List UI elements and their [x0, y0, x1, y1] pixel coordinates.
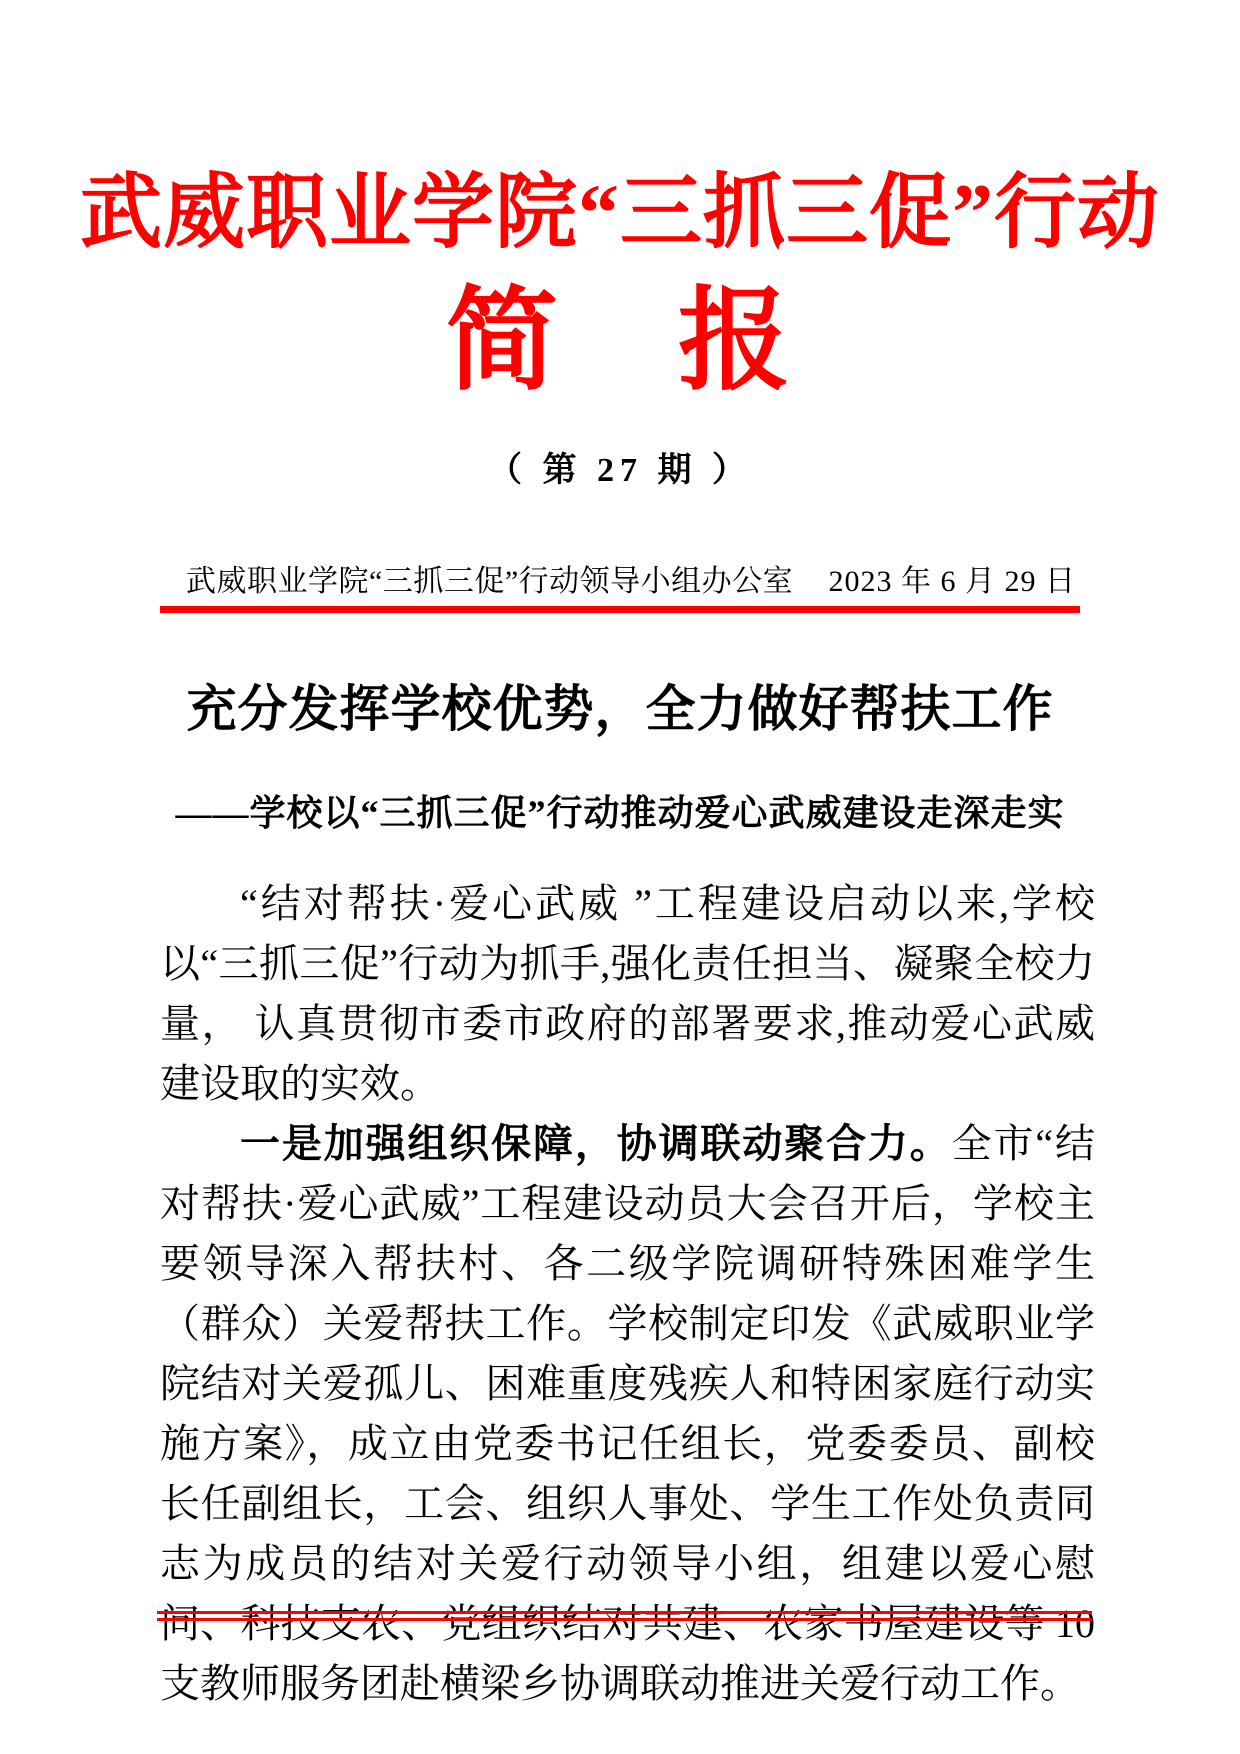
paragraph-2-lead: 一是加强组织保障，协调联动聚合力。: [240, 1120, 952, 1166]
paragraph-2: [160, 1114, 1095, 1714]
paragraph-1: [160, 874, 1095, 1114]
footer-double-rule: [157, 1611, 1092, 1621]
publish-date: 2023 年 6 月 29 日: [828, 565, 1076, 599]
paragraph-1-text: “结对帮扶·爱心武威 ”工程建设启动以来,学校以“三抓三促”行动为抓手,强化责任担当、凝聚全校力量， 认真贯彻市委市政府的部署要求,推动爱心武威建设取的实效。: [160, 880, 1095, 1106]
publisher-name: 武威职业学院“三抓三促”行动领导小组办公室: [186, 565, 794, 599]
bulletin-title-line1: 武威职业学院“三抓三促”行动: [79, 167, 1160, 258]
article-title: 充分发挥学校优势，全力做好帮扶工作: [186, 680, 1054, 737]
bulletin-title-line2: 简 报: [446, 280, 794, 405]
publisher-row: [160, 565, 1080, 613]
issue-number: （ 第 27 期 ）: [488, 452, 752, 490]
article-body: [160, 874, 1095, 1714]
article-subtitle: ——学校以“三抓三促”行动推动爱心武威建设走深走实: [175, 792, 1065, 833]
masthead: [0, 0, 1240, 491]
paragraph-2-text: 全市“结对帮扶·爱心武威”工程建设动员大会召开后，学校主要领导深入帮扶村、各二级学院调研特殊困难学生（群众）关爱帮扶工作。学校制定印发《武威职业学院结对关爱孤儿、困难重度残疾人和特困家庭行动实施方案》，成立由党委书记任组长，党委委员、副校长任副组长，工会、组织人事处、学生工作处负责同志为成员的结对关爱行动领导小组，组建以爱心慰问、科技支农、党组织结对共建、农家书屋建设等 10 支教师服务团赴横梁乡协调联动推进关爱行动工作。: [160, 1120, 1095, 1706]
